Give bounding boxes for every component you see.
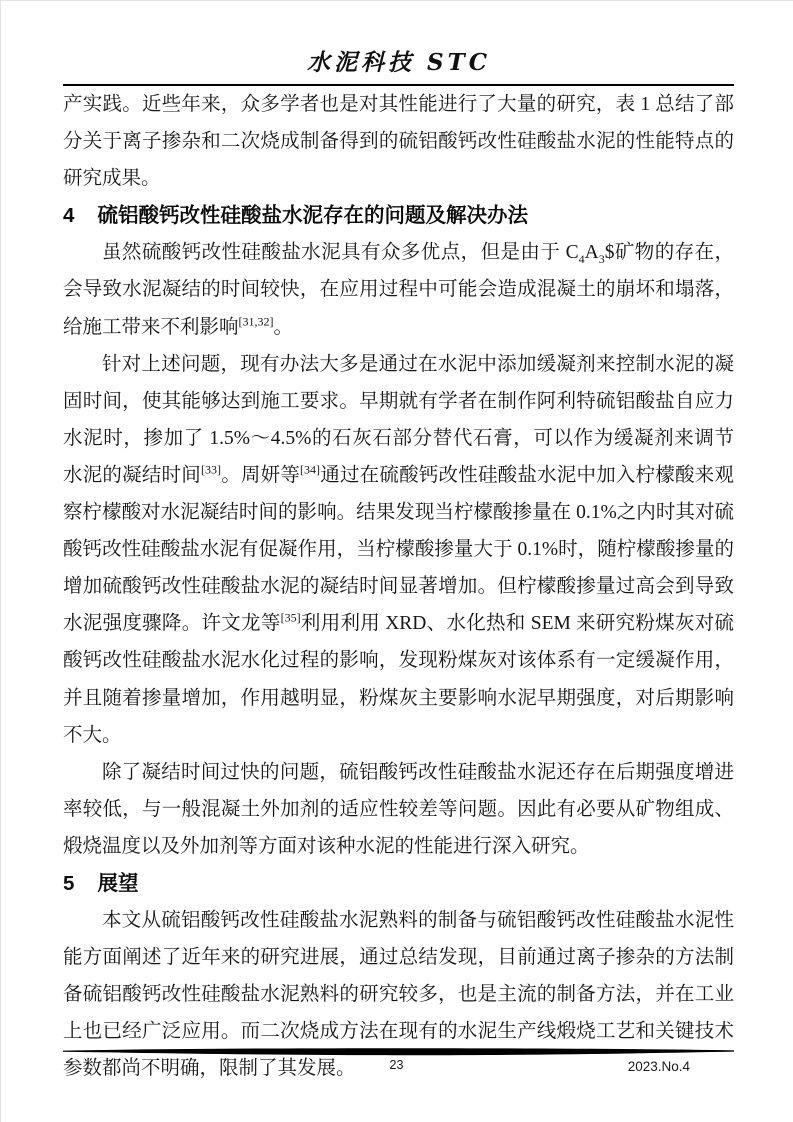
paragraph-continuation: 产实践。近些年来，众多学者也是对其性能进行了大量的研究，表 1 总结了部分关于离子掺杂和二次烧成制备得到的硫铝酸钙改性硅酸盐水泥的性能特点的研究成果。 bbox=[63, 94, 734, 190]
section-number: 5 bbox=[63, 871, 75, 895]
paragraph-other-problems: 除了凝结时间过快的问题，硫铝酸钙改性硅酸盐水泥还存在后期强度增进率较低，与一般混凝土外加剂的适应性较差等问题。因此有必要从矿物组成、煅烧温度以及外加剂等方面对该种水泥的性能进行深入研究。 bbox=[63, 761, 734, 857]
paragraph-retarder-research: 针对上述问题，现有办法大多是通过在水泥中添加缓凝剂来控制水泥的凝固时间，使其能够达到施工要求。早期就有学者在制作阿利特硫铝酸盐自应力水泥时，掺加了 1.5%～4.5%的石灰石部分替代石膏，可以作为缓凝剂来调节水泥的凝结时间[33]。周妍等[34]通过在硫酸钙改性硅酸盐水泥中加入柠檬酸来观察柠檬酸对水泥凝结时间的影响。结果发现当柠檬酸掺量在 0.1%之内时其对硫酸钙改性硅酸盐水泥有促凝作用，当柠檬酸掺量大于 0.1%时，随柠檬酸掺量的增加硫酸钙改性硅酸盐水泥的凝结时间显著增加。但柠檬酸掺量过高会到导致水泥强度骤降。许文龙等[35]利用利用 XRD、水化热和 SEM 来研究粉煤灰对硫酸钙改性硅酸盐水泥水化过程的影响，发现粉煤灰对该体系有一定缓凝作用，并且随着掺量增加，作用越明显，粉煤灰主要影响水泥早期强度，对后期影响不大。 bbox=[63, 353, 734, 746]
journal-title: 水泥科技 STC bbox=[306, 49, 492, 76]
page-footer bbox=[0, 1058, 793, 1080]
article-body bbox=[63, 86, 734, 1088]
section-heading-5 bbox=[63, 865, 734, 902]
paragraph-problem-overview: 虽然硫酸钙改性硅酸盐水泥具有众多优点，但是由于 $C_4A_3\$$矿物的存在，会导致水泥凝结的时间较快，在应用过程中可能会造成混凝土的崩坏和塌落，给施工带来不利影响[31,32]。 bbox=[63, 242, 734, 338]
section-title: 硫铝酸钙改性硅酸盐水泥存在的问题及解决办法 bbox=[97, 204, 529, 228]
issue-label: 2023.No.4 bbox=[627, 1059, 690, 1074]
page-number: 23 bbox=[389, 1058, 404, 1072]
page-header bbox=[64, 44, 734, 77]
section-heading-4 bbox=[63, 197, 734, 234]
footer-rule-bar bbox=[63, 1046, 734, 1058]
section-title: 展望 bbox=[97, 871, 139, 895]
paragraph-outlook: 本文从硫铝酸钙改性硅酸盐水泥熟料的制备与硫铝酸钙改性硅酸盐水泥性能方面阐述了近年来的研究进展，通过总结发现，目前通过离子掺杂的方法制备硫铝酸钙改性硅酸盐水泥熟料的研究较多，也是主流的制备方法，并在工业上也已经广泛应用。而二次烧成方法在现有的水泥生产线煅烧工艺和关键技术参数都尚不明确，限制了其发展。 bbox=[63, 910, 734, 1080]
section-number: 4 bbox=[63, 204, 75, 228]
